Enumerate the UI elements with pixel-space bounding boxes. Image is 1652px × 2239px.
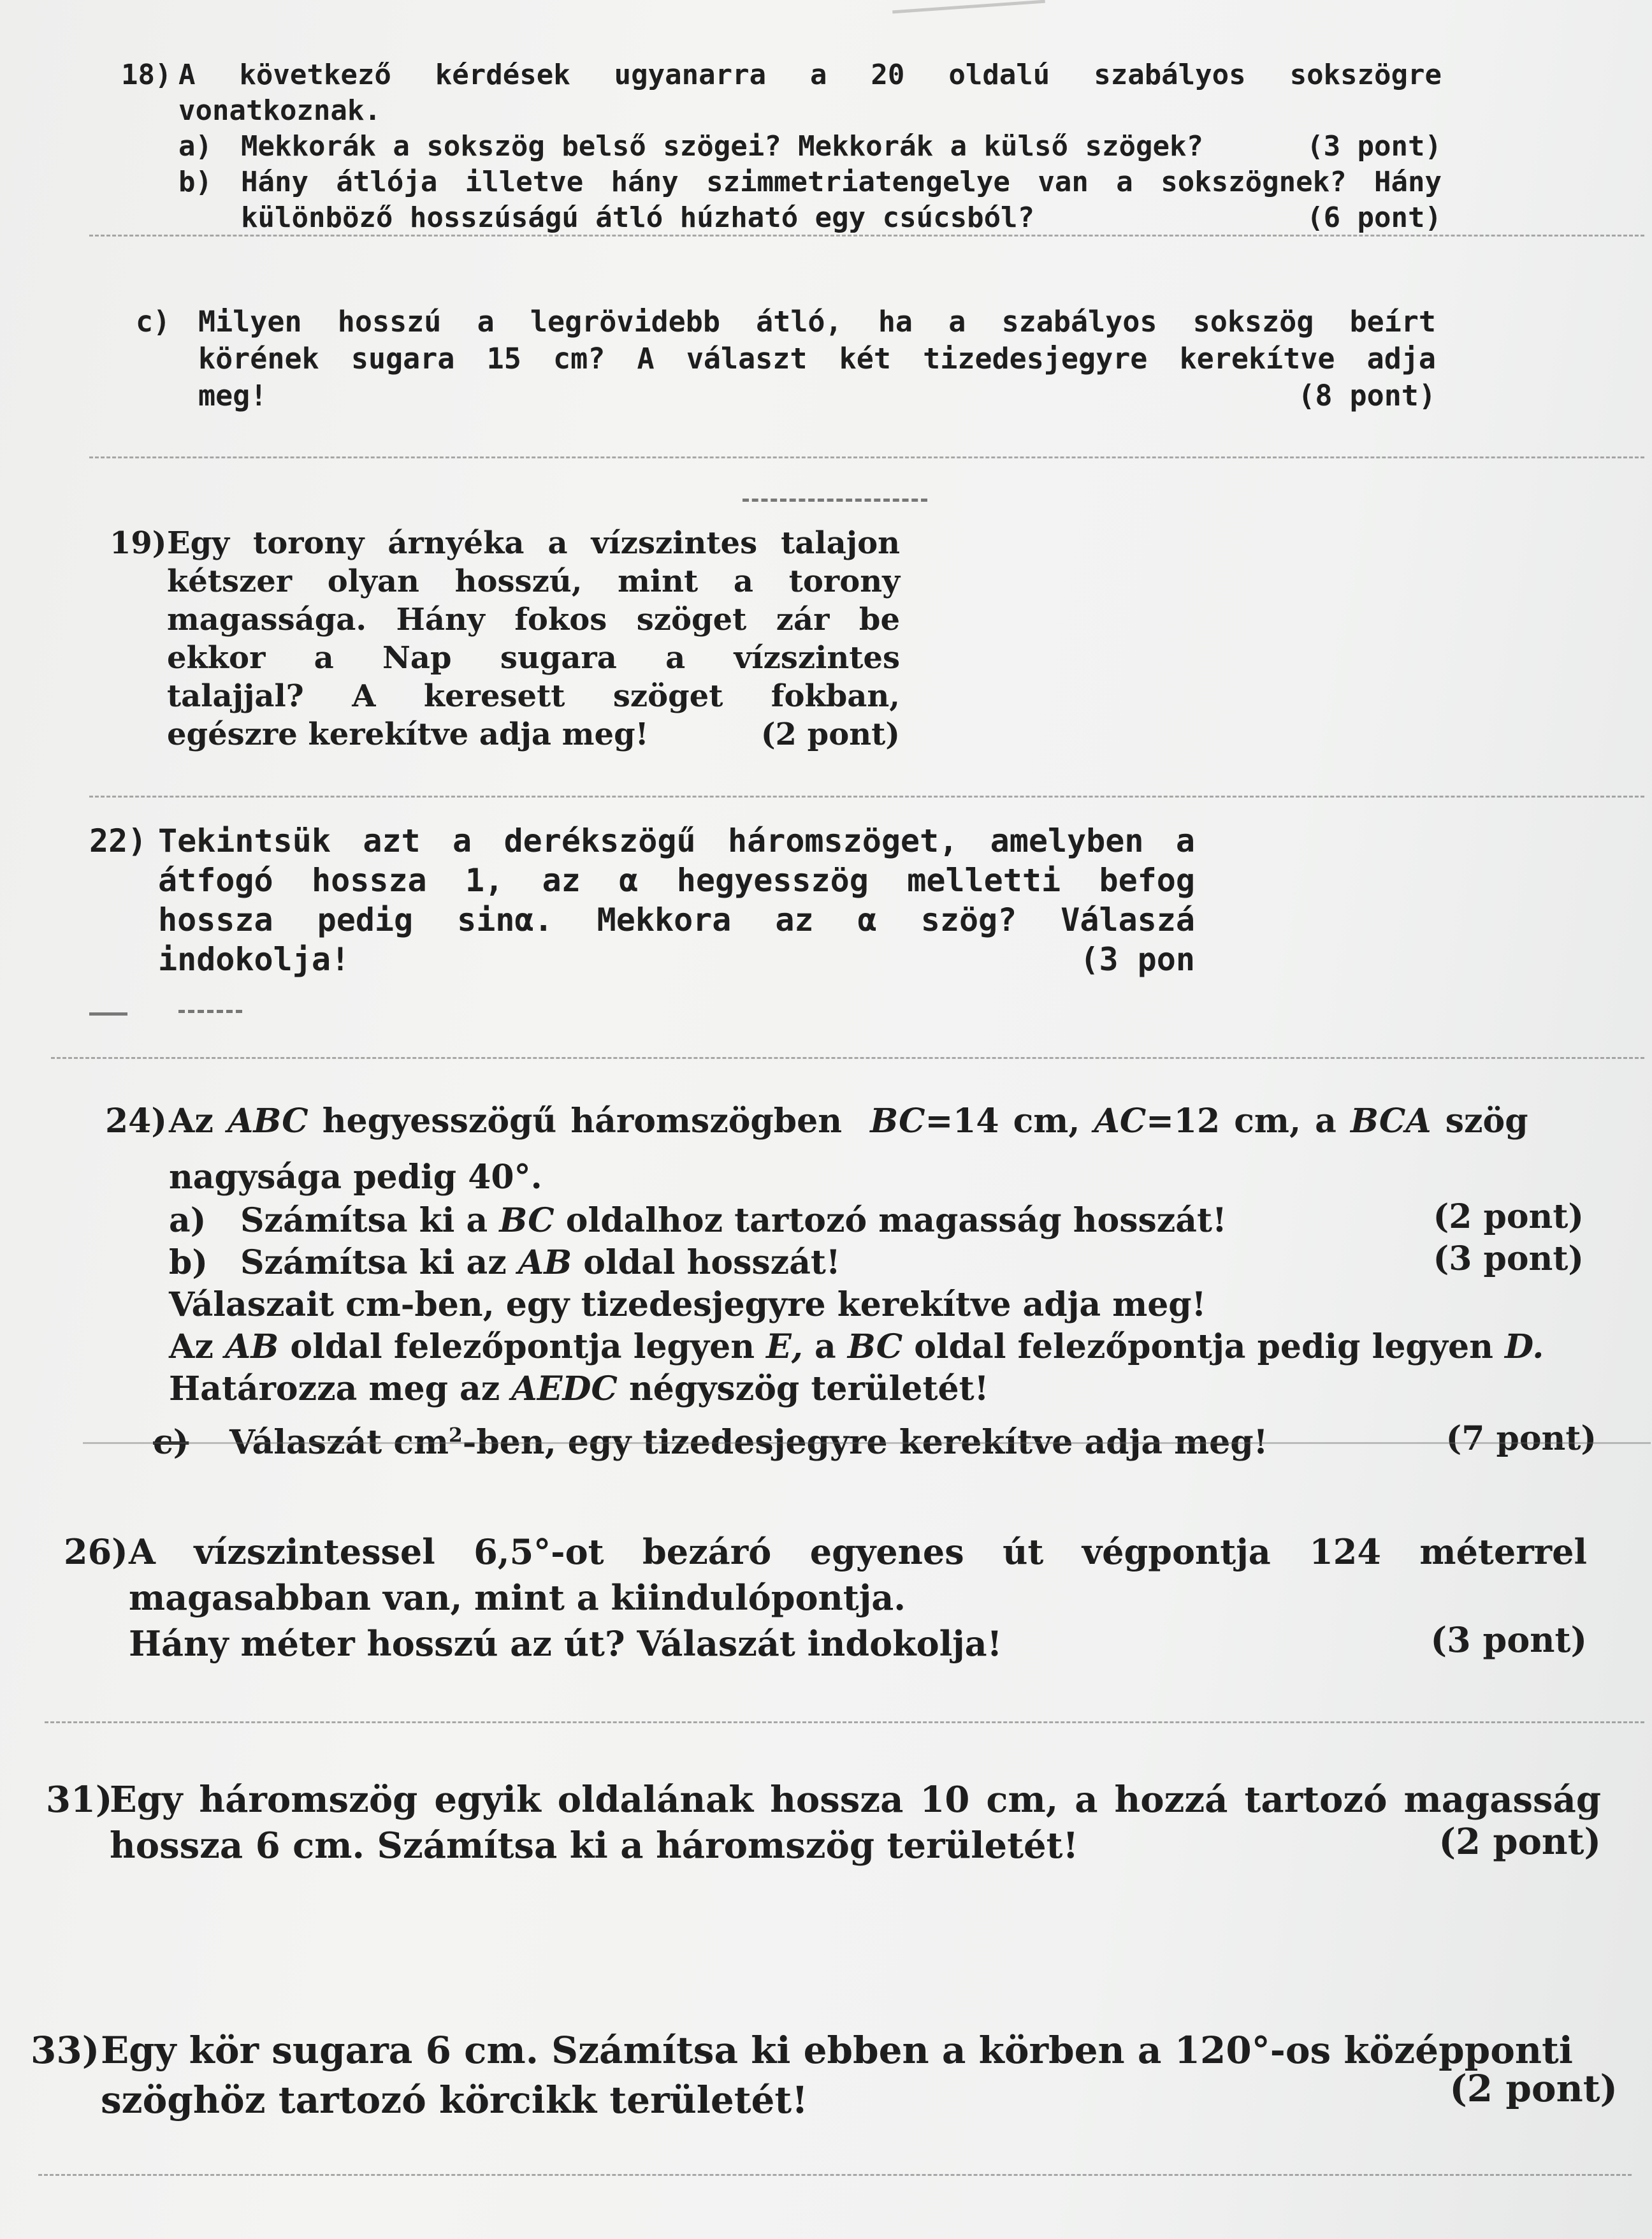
problem-text-line [169,1158,542,1197]
problem-text-line: átfogó hossza 1, az α hegyesszög melletti befog [158,862,1195,899]
problem-text-line: hossza pedig sinα. Mekkora az α szög? Válaszá [158,901,1195,938]
problem-text-line [169,1327,1544,1366]
text-span: oldal felezőpontja pedig legyen [914,1327,1493,1366]
subquestion-text [240,1243,841,1282]
answer-line [38,2174,1632,2176]
problem-number: 24) [105,1102,167,1141]
problem-text-line: A vízszintessel 6,5°-ot bezáró egyenes út végpontja 124 méterrel [129,1531,1587,1572]
points-label: (3 pont) [1430,1619,1587,1660]
problem-text-line: A következő kérdések ugyanarra a 20 oldalú szabályos sokszögre [178,59,1442,91]
scribble-mark [743,499,927,502]
answer-line [89,796,1644,798]
problem-number: 19) [110,525,167,561]
scribble-mark [178,1010,242,1013]
math-variable: BC [870,1102,925,1141]
problem-text-line: Hány méter hosszú az út? Válaszát indokolja! [129,1623,1003,1664]
problem-text-line: szöghöz tartozó körcikk területét! [101,2078,808,2122]
subquestion-label-a: a) [169,1201,207,1240]
points-label: (2 pont) [760,717,900,752]
text-span: oldal hosszát! [583,1243,841,1282]
problem-text-line: Tekintsük azt a derékszögű háromszöget, amelyben a [158,822,1195,859]
problem-text-line: magassága. Hány fokos szöget zár be [167,602,900,638]
math-variable: E, [766,1327,803,1366]
problem-text-line: Válaszait cm-ben, egy tizedesjegyre kerekítve adja meg! [169,1285,1206,1324]
answer-line [45,1721,1644,1723]
math-variable: AC [1094,1102,1147,1141]
subquestion-text: körének sugara 15 cm? A választ két tizedesjegyre kerekítve adja [198,342,1436,376]
math-variable: AB [518,1243,572,1282]
points-label: (8 pont) [1298,379,1436,412]
problem-number: 26) [64,1531,128,1572]
text-span: nagysága pedig 40 [169,1158,514,1197]
problem-number: 22) [89,822,147,859]
text-span: a [815,1327,836,1366]
text-span: oldal felezőpontja legyen [290,1327,755,1366]
handwriting-mark [892,0,1045,13]
subquestion-label-b: b) [169,1243,208,1282]
text-span: Határozza meg az [169,1369,500,1408]
math-variable: BC [847,1327,903,1366]
problem-number: 33) [31,2029,100,2072]
points-label: (2 pont) [1438,1821,1601,1863]
problem-number: 31) [46,1779,113,1821]
problem-text-line: Egy torony árnyéka a vízszintes talajon [167,525,900,561]
text-span: °-os középponti [1251,2029,1573,2072]
text-span: hegyesszögű háromszögben [322,1102,843,1141]
text-span: °. [514,1158,542,1197]
text-span: szög [1445,1102,1528,1141]
problem-text-line: hossza 6 cm. Számítsa ki a háromszög területét! [110,1825,1079,1867]
problem-text-line [169,1369,989,1408]
math-variable: AB [224,1327,279,1366]
problem-text-line: kétszer olyan hosszú, mint a torony [167,564,900,599]
text-span: Egy kör sugara 6 cm. Számítsa ki ebben a körben a 120 [101,2029,1252,2072]
subquestion-text: különböző hosszúságú átló húzható egy csúcsból? [241,201,1035,234]
answer-line [89,235,1644,237]
text-span: =14 cm, [925,1102,1080,1141]
subquestion-text: Mekkorák a sokszög belső szögei? Mekkorák a külső szögek? [241,130,1203,163]
text-span: Számítsa ki az [240,1243,507,1282]
math-variable: ABC [227,1102,308,1141]
text-span: Az [169,1327,214,1366]
problem-text-line: Egy háromszög egyik oldalának hossza 10 cm, a hozzá tartozó magasság [110,1779,1601,1821]
points-label: (2 pont) [1433,1197,1584,1236]
points-label: (3 pon [1080,941,1195,978]
text-span: Számítsa ki a [240,1201,488,1240]
points-label: (7 pont) [1446,1419,1597,1458]
math-variable: BC [499,1201,554,1240]
problem-text-line: indokolja! [158,941,351,978]
subquestion-label-c: c) [136,305,171,339]
points-label: (3 pont) [1433,1239,1584,1278]
problem-text-line [101,2029,1573,2072]
subquestion-label-b: b) [178,166,212,198]
scribble-mark [89,1012,127,1016]
math-variable: BCA [1350,1102,1431,1141]
problem-text-line: talajjal? A keresett szöget fokban, [167,678,900,714]
problem-text-line [169,1102,1528,1141]
points-label: (6 pont) [1307,201,1442,234]
subquestion-text: Hány átlója illetve hány szimmetriatengelye van a sokszögnek? Hány [241,166,1442,198]
problem-text-line: ekkor a Nap sugara a vízszintes [167,640,900,676]
problem-text-line: magasabban van, mint a kiindulópontja. [129,1577,906,1618]
subquestion-text: meg! [198,379,268,412]
text-span: négyszög területét! [628,1369,989,1408]
subquestion-label-a: a) [178,130,212,163]
subquestion-text: Milyen hosszú a legrövidebb átló, ha a szabályos sokszög beírt [198,305,1436,339]
subquestion-label-c: c) [153,1423,189,1462]
text-span: oldalhoz tartozó magasság hosszát! [565,1201,1227,1240]
answer-line [83,1442,1651,1444]
points-label: (3 pont) [1307,130,1442,163]
problem-number: 18) [121,59,172,91]
text-span: -ben, egy tizedesjegyre kerekítve adja meg! [462,1423,1268,1462]
text-span: =12 cm, a [1146,1102,1337,1141]
text-span: Válaszát cm [229,1423,449,1462]
problem-text-line: egészre kerekítve adja meg! [167,717,649,752]
problem-text-line: vonatkoznak. [178,94,381,127]
answer-line [51,1057,1644,1059]
superscript: 2 [449,1424,463,1447]
answer-line [89,456,1644,458]
text-span: Az [169,1102,214,1141]
math-variable: D. [1505,1327,1544,1366]
math-variable: AEDC [511,1369,618,1408]
points-label: (2 pont) [1449,2067,1618,2110]
subquestion-text [240,1201,1227,1240]
